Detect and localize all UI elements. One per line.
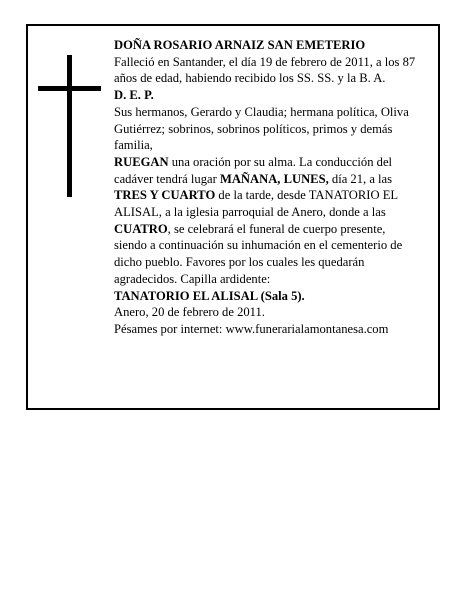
funeral-day: MAÑANA, LUNES, xyxy=(219,171,329,186)
place-date: Anero, 20 de febrero de 2011. xyxy=(114,305,265,320)
chapel-location: TANATORIO EL ALISAL (Sala 5). xyxy=(114,288,305,303)
family-list: Sus hermanos, Gerardo y Claudia; hermana política, Oliva Gutiérrez; sobrinos, sobrinos políticos, primos y demás familia, xyxy=(114,104,409,153)
dep-label: D. E. P. xyxy=(114,88,154,103)
funeral-request xyxy=(114,154,420,288)
mass-time: CUATRO xyxy=(114,221,168,236)
request-text-1: una oración por su alma. La conducción del cadáver tendrá lugar xyxy=(114,154,393,186)
request-text-2: día 21, a las xyxy=(328,171,393,186)
cross-icon xyxy=(67,55,72,197)
request-text-3: de la tarde, desde TANATORIO EL ALISAL, a la iglesia parroquial de Anero, donde a las xyxy=(114,188,398,220)
deceased-name: DOÑA ROSARIO ARNAIZ SAN EMETERIO xyxy=(114,38,366,52)
cross-icon-bar xyxy=(38,86,101,91)
ruegan-label: RUEGAN xyxy=(114,154,169,169)
condolences-line: Pésames por internet: www.funerarialamontanesa.com xyxy=(114,321,389,336)
funeral-time: TRES Y CUARTO xyxy=(114,188,216,203)
obituary-text xyxy=(114,37,420,338)
request-text-4: , se celebrará el funeral de cuerpo presente, siendo a continuación su inhumación en el cementerio de dicho pueblo. Favores por los cuales les quedarán agradecidos. Capilla ardidente: xyxy=(114,221,403,286)
death-announcement: Falleció en Santander, el día 19 de febrero de 2011, a los 87 años de edad, habiendo recibido los SS. SS. y la B. A. xyxy=(114,54,416,86)
